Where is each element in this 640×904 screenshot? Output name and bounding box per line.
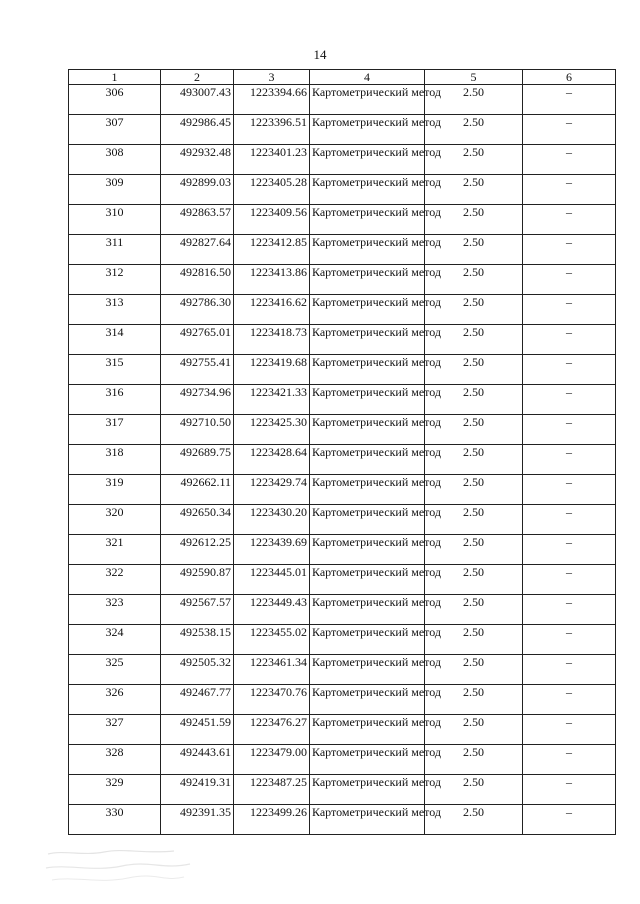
point-number-cell: 321 (69, 535, 161, 565)
method-cell: Картометрический метод (310, 145, 425, 175)
point-number-cell: 311 (69, 235, 161, 265)
x-coordinate-cell: 493007.43 (161, 85, 234, 115)
y-coordinate-cell: 1223461.34 (234, 655, 310, 685)
note-cell: – (523, 415, 616, 445)
accuracy-cell: 2.50 (425, 565, 523, 595)
x-coordinate-cell: 492567.57 (161, 595, 234, 625)
table-row (69, 205, 616, 235)
accuracy-cell: 2.50 (425, 415, 523, 445)
point-number-cell: 326 (69, 685, 161, 715)
method-cell: Картометрический метод (310, 625, 425, 655)
accuracy-cell: 2.50 (425, 85, 523, 115)
note-cell: – (523, 565, 616, 595)
accuracy-cell: 2.50 (425, 115, 523, 145)
method-cell: Картометрический метод (310, 655, 425, 685)
table-row (69, 85, 616, 115)
table-row (69, 175, 616, 205)
table-row (69, 595, 616, 625)
accuracy-cell: 2.50 (425, 205, 523, 235)
point-number-cell: 325 (69, 655, 161, 685)
x-coordinate-cell: 492827.64 (161, 235, 234, 265)
method-cell: Картометрический метод (310, 535, 425, 565)
table-header-row (69, 70, 616, 85)
note-cell: – (523, 295, 616, 325)
point-number-cell: 313 (69, 295, 161, 325)
y-coordinate-cell: 1223416.62 (234, 295, 310, 325)
note-cell: – (523, 355, 616, 385)
x-coordinate-cell: 492786.30 (161, 295, 234, 325)
note-cell: – (523, 655, 616, 685)
point-number-cell: 314 (69, 325, 161, 355)
table-row (69, 265, 616, 295)
table-row (69, 355, 616, 385)
y-coordinate-cell: 1223429.74 (234, 475, 310, 505)
y-coordinate-cell: 1223396.51 (234, 115, 310, 145)
x-coordinate-cell: 492419.31 (161, 775, 234, 805)
x-coordinate-cell: 492443.61 (161, 745, 234, 775)
accuracy-cell: 2.50 (425, 625, 523, 655)
table-row (69, 655, 616, 685)
y-coordinate-cell: 1223428.64 (234, 445, 310, 475)
note-cell: – (523, 385, 616, 415)
table-row (69, 385, 616, 415)
point-number-cell: 316 (69, 385, 161, 415)
faint-handwriting-mark (44, 842, 194, 888)
x-coordinate-cell: 492391.35 (161, 805, 234, 835)
note-cell: – (523, 445, 616, 475)
accuracy-cell: 2.50 (425, 325, 523, 355)
note-cell: – (523, 235, 616, 265)
x-coordinate-cell: 492899.03 (161, 175, 234, 205)
y-coordinate-cell: 1223430.20 (234, 505, 310, 535)
header-col-6: 6 (523, 70, 616, 85)
method-cell: Картометрический метод (310, 295, 425, 325)
x-coordinate-cell: 492932.48 (161, 145, 234, 175)
method-cell: Картометрический метод (310, 115, 425, 145)
method-cell: Картометрический метод (310, 775, 425, 805)
x-coordinate-cell: 492612.25 (161, 535, 234, 565)
note-cell: – (523, 115, 616, 145)
y-coordinate-cell: 1223412.85 (234, 235, 310, 265)
table-row (69, 565, 616, 595)
point-number-cell: 319 (69, 475, 161, 505)
method-cell: Картометрический метод (310, 265, 425, 295)
point-number-cell: 315 (69, 355, 161, 385)
x-coordinate-cell: 492765.01 (161, 325, 234, 355)
header-col-3: 3 (234, 70, 310, 85)
table-row (69, 325, 616, 355)
y-coordinate-cell: 1223405.28 (234, 175, 310, 205)
point-number-cell: 320 (69, 505, 161, 535)
x-coordinate-cell: 492467.77 (161, 685, 234, 715)
x-coordinate-cell: 492734.96 (161, 385, 234, 415)
accuracy-cell: 2.50 (425, 775, 523, 805)
table-row (69, 805, 616, 835)
note-cell: – (523, 475, 616, 505)
point-number-cell: 322 (69, 565, 161, 595)
point-number-cell: 330 (69, 805, 161, 835)
note-cell: – (523, 775, 616, 805)
y-coordinate-cell: 1223425.30 (234, 415, 310, 445)
method-cell: Картометрический метод (310, 235, 425, 265)
accuracy-cell: 2.50 (425, 475, 523, 505)
x-coordinate-cell: 492505.32 (161, 655, 234, 685)
accuracy-cell: 2.50 (425, 535, 523, 565)
table-row (69, 445, 616, 475)
note-cell: – (523, 715, 616, 745)
method-cell: Картометрический метод (310, 505, 425, 535)
point-number-cell: 308 (69, 145, 161, 175)
x-coordinate-cell: 492710.50 (161, 415, 234, 445)
note-cell: – (523, 85, 616, 115)
x-coordinate-cell: 492662.11 (161, 475, 234, 505)
point-number-cell: 306 (69, 85, 161, 115)
note-cell: – (523, 535, 616, 565)
point-number-cell: 327 (69, 715, 161, 745)
accuracy-cell: 2.50 (425, 745, 523, 775)
y-coordinate-cell: 1223413.86 (234, 265, 310, 295)
note-cell: – (523, 745, 616, 775)
accuracy-cell: 2.50 (425, 175, 523, 205)
method-cell: Картометрический метод (310, 475, 425, 505)
x-coordinate-cell: 492538.15 (161, 625, 234, 655)
method-cell: Картометрический метод (310, 355, 425, 385)
table-row (69, 475, 616, 505)
y-coordinate-cell: 1223419.68 (234, 355, 310, 385)
y-coordinate-cell: 1223499.26 (234, 805, 310, 835)
accuracy-cell: 2.50 (425, 385, 523, 415)
y-coordinate-cell: 1223449.43 (234, 595, 310, 625)
y-coordinate-cell: 1223394.66 (234, 85, 310, 115)
note-cell: – (523, 505, 616, 535)
y-coordinate-cell: 1223418.73 (234, 325, 310, 355)
x-coordinate-cell: 492863.57 (161, 205, 234, 235)
x-coordinate-cell: 492451.59 (161, 715, 234, 745)
x-coordinate-cell: 492755.41 (161, 355, 234, 385)
method-cell: Картометрический метод (310, 595, 425, 625)
method-cell: Картометрический метод (310, 415, 425, 445)
y-coordinate-cell: 1223445.01 (234, 565, 310, 595)
point-number-cell: 310 (69, 205, 161, 235)
point-number-cell: 328 (69, 745, 161, 775)
method-cell: Картометрический метод (310, 445, 425, 475)
table-row (69, 145, 616, 175)
page-number: 14 (313, 47, 327, 62)
header-col-2: 2 (161, 70, 234, 85)
accuracy-cell: 2.50 (425, 805, 523, 835)
y-coordinate-cell: 1223409.56 (234, 205, 310, 235)
header-col-5: 5 (425, 70, 523, 85)
y-coordinate-cell: 1223479.00 (234, 745, 310, 775)
note-cell: – (523, 685, 616, 715)
header-col-4: 4 (310, 70, 425, 85)
table-row (69, 745, 616, 775)
y-coordinate-cell: 1223470.76 (234, 685, 310, 715)
note-cell: – (523, 145, 616, 175)
coordinates-table (68, 69, 616, 835)
table-row (69, 685, 616, 715)
point-number-cell: 324 (69, 625, 161, 655)
y-coordinate-cell: 1223487.25 (234, 775, 310, 805)
method-cell: Картометрический метод (310, 385, 425, 415)
table-row (69, 625, 616, 655)
note-cell: – (523, 595, 616, 625)
method-cell: Картометрический метод (310, 685, 425, 715)
method-cell: Картометрический метод (310, 175, 425, 205)
note-cell: – (523, 325, 616, 355)
accuracy-cell: 2.50 (425, 235, 523, 265)
table-row (69, 235, 616, 265)
y-coordinate-cell: 1223476.27 (234, 715, 310, 745)
accuracy-cell: 2.50 (425, 595, 523, 625)
accuracy-cell: 2.50 (425, 265, 523, 295)
note-cell: – (523, 175, 616, 205)
y-coordinate-cell: 1223439.69 (234, 535, 310, 565)
method-cell: Картометрический метод (310, 205, 425, 235)
y-coordinate-cell: 1223455.02 (234, 625, 310, 655)
accuracy-cell: 2.50 (425, 355, 523, 385)
accuracy-cell: 2.50 (425, 145, 523, 175)
table-row (69, 115, 616, 145)
point-number-cell: 312 (69, 265, 161, 295)
method-cell: Картометрический метод (310, 805, 425, 835)
accuracy-cell: 2.50 (425, 295, 523, 325)
method-cell: Картометрический метод (310, 745, 425, 775)
point-number-cell: 329 (69, 775, 161, 805)
method-cell: Картометрический метод (310, 565, 425, 595)
note-cell: – (523, 265, 616, 295)
accuracy-cell: 2.50 (425, 715, 523, 745)
point-number-cell: 323 (69, 595, 161, 625)
table-row (69, 295, 616, 325)
accuracy-cell: 2.50 (425, 685, 523, 715)
point-number-cell: 318 (69, 445, 161, 475)
accuracy-cell: 2.50 (425, 505, 523, 535)
table-row (69, 535, 616, 565)
table-row (69, 775, 616, 805)
x-coordinate-cell: 492816.50 (161, 265, 234, 295)
point-number-cell: 309 (69, 175, 161, 205)
x-coordinate-cell: 492689.75 (161, 445, 234, 475)
point-number-cell: 317 (69, 415, 161, 445)
y-coordinate-cell: 1223401.23 (234, 145, 310, 175)
table-row (69, 505, 616, 535)
note-cell: – (523, 625, 616, 655)
note-cell: – (523, 205, 616, 235)
note-cell: – (523, 805, 616, 835)
method-cell: Картометрический метод (310, 325, 425, 355)
table-row (69, 415, 616, 445)
x-coordinate-cell: 492986.45 (161, 115, 234, 145)
method-cell: Картометрический метод (310, 715, 425, 745)
x-coordinate-cell: 492650.34 (161, 505, 234, 535)
table-row (69, 715, 616, 745)
accuracy-cell: 2.50 (425, 445, 523, 475)
header-col-1: 1 (69, 70, 161, 85)
y-coordinate-cell: 1223421.33 (234, 385, 310, 415)
point-number-cell: 307 (69, 115, 161, 145)
method-cell: Картометрический метод (310, 85, 425, 115)
x-coordinate-cell: 492590.87 (161, 565, 234, 595)
accuracy-cell: 2.50 (425, 655, 523, 685)
